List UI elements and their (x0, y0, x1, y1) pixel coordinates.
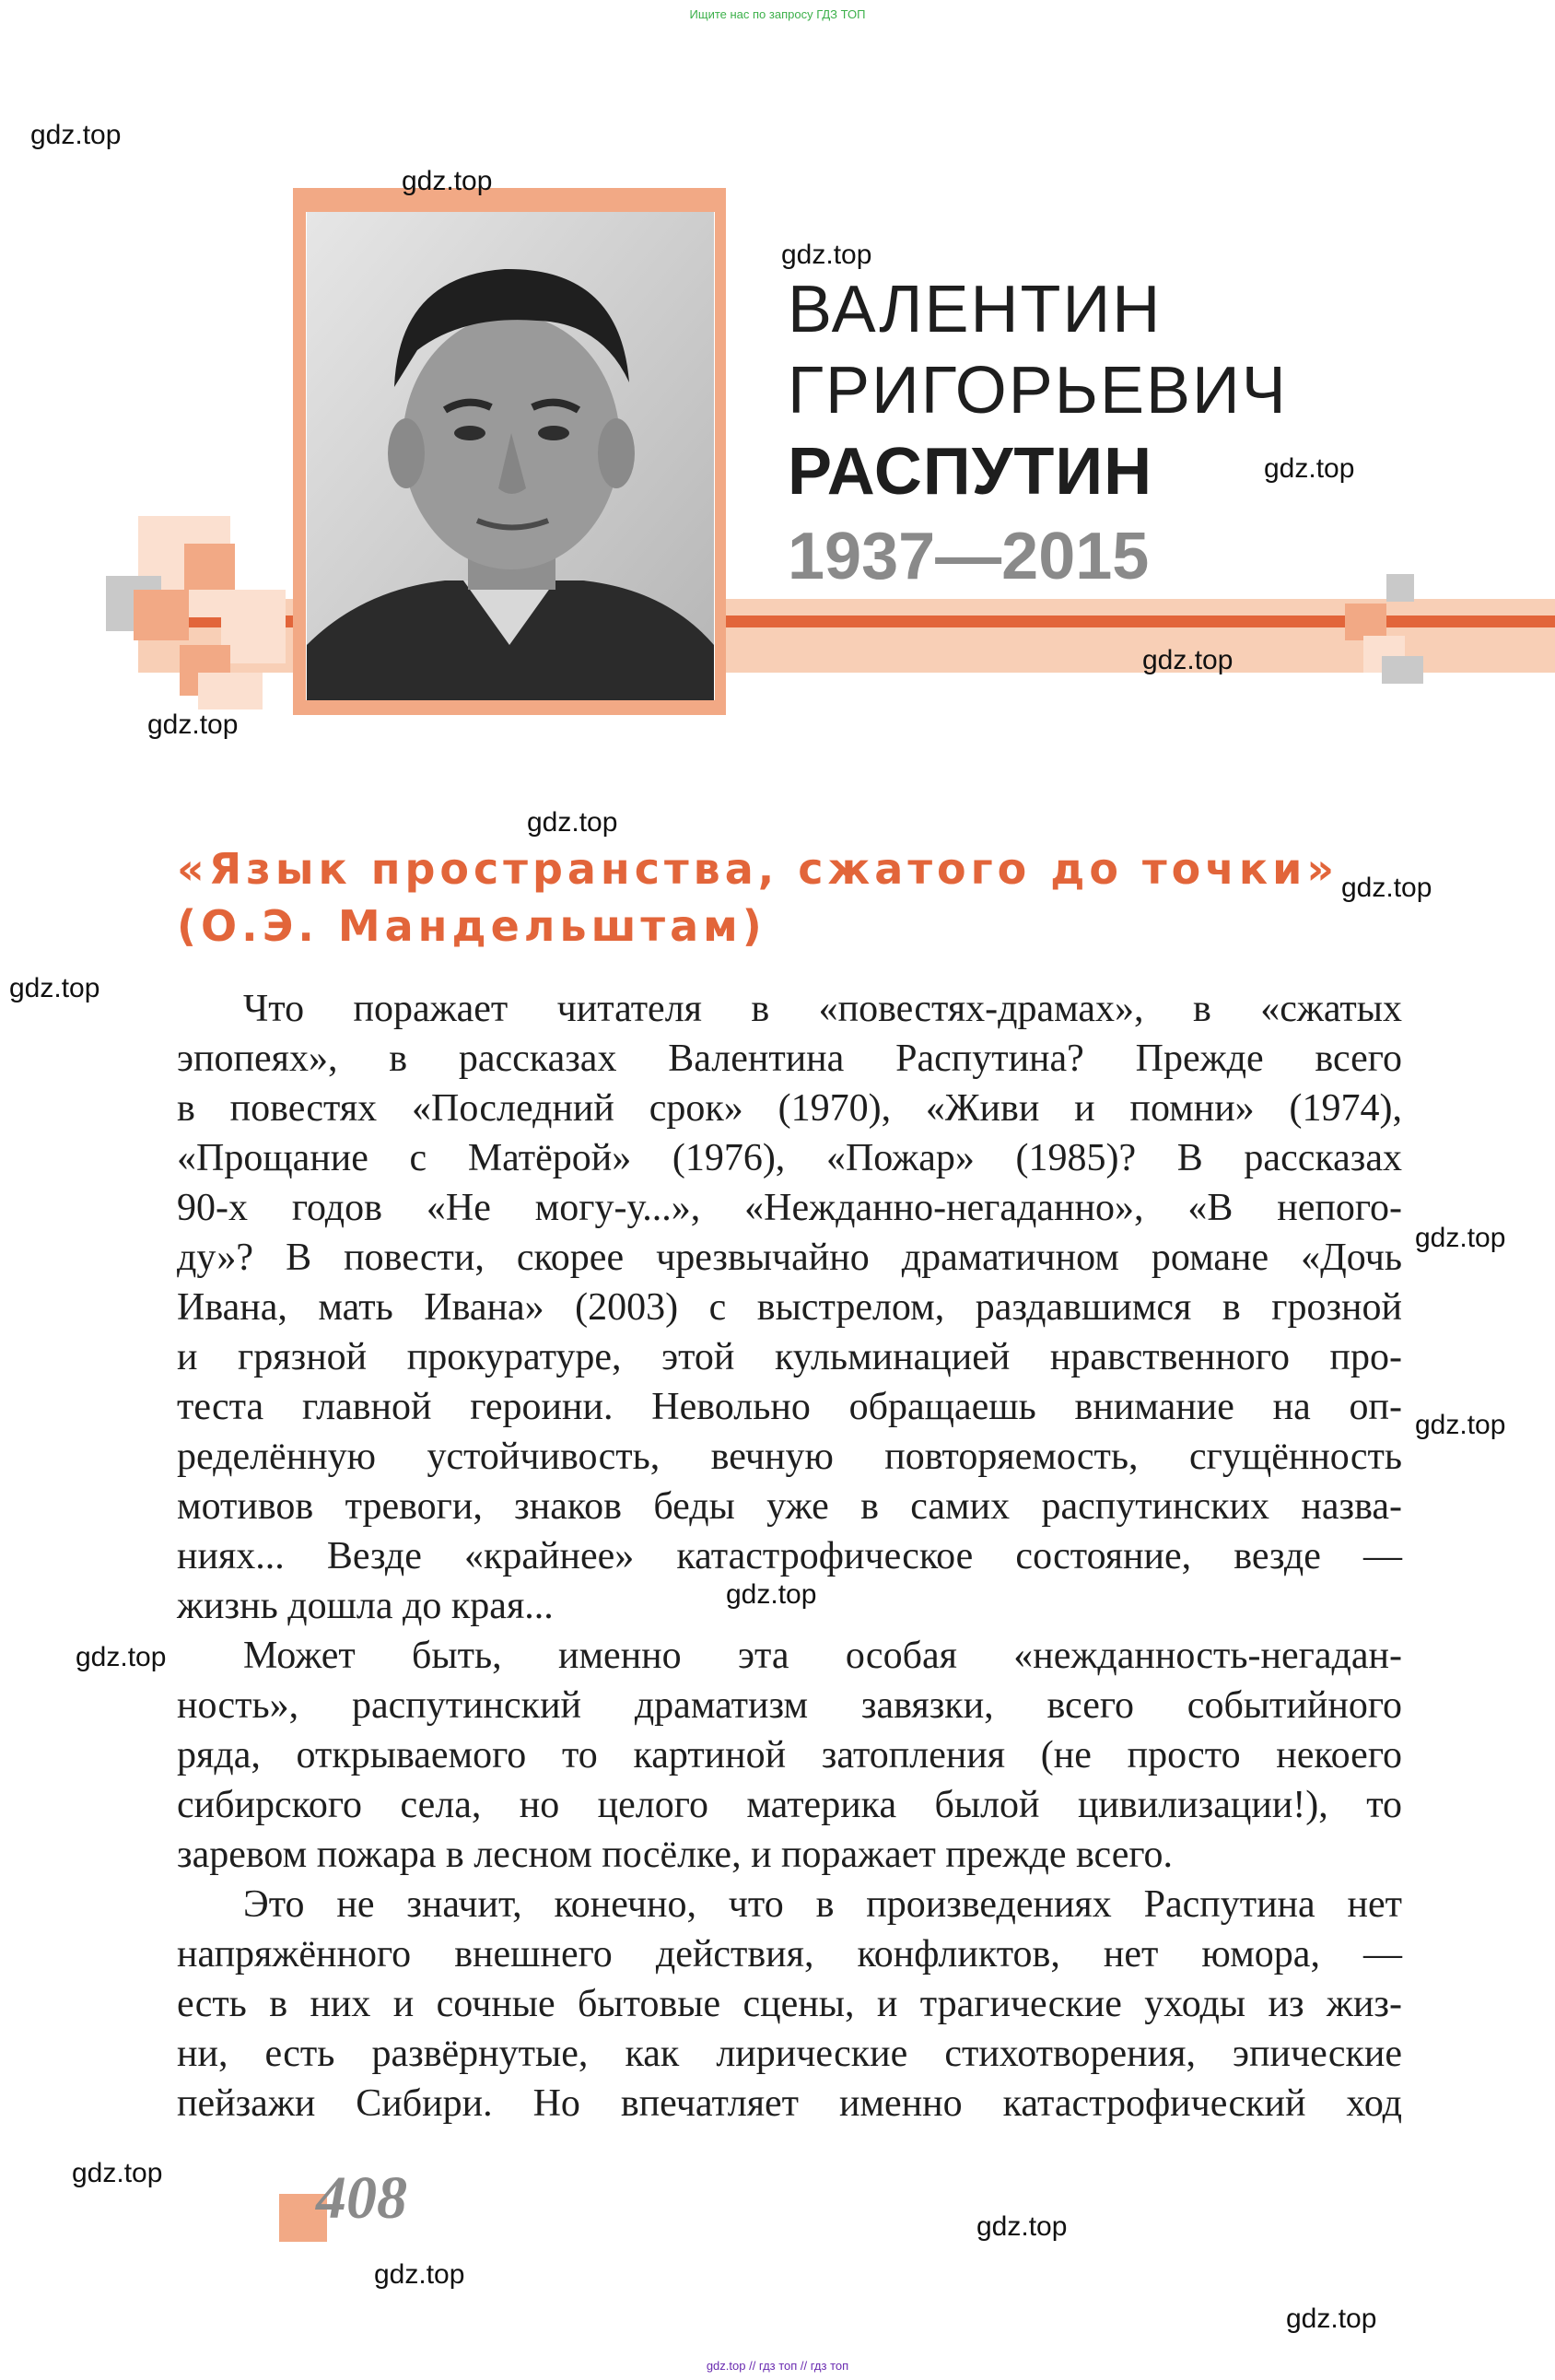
text-line: ряда, открываемого то картиной затопления (не просто некоего (177, 1734, 1402, 1776)
text-line: есть в них и сочные бытовые сцены, и трагические уходы из жиз- (177, 1983, 1402, 2025)
decor-square (1386, 574, 1414, 602)
text-line: заревом пожара в лесном посёлке, и поражает прежде всего. (177, 1834, 1174, 1876)
decor-square (1345, 604, 1386, 640)
text-line: эпопеях», в рассказах Валентина Распутина? Прежде всего (177, 1038, 1402, 1080)
text-line: ределённую устойчивость, вечную повторяемость, сгущённость (177, 1436, 1402, 1478)
watermark-text: gdz.top (1264, 453, 1355, 484)
watermark-text: gdz.top (1415, 1223, 1506, 1253)
text-line: напряжённого внешнего действия, конфликтов, нет юмора, — (177, 1933, 1402, 1976)
author-portrait (307, 212, 714, 700)
watermark-text: gdz.top (726, 1579, 817, 1610)
watermark-text: gdz.top (402, 166, 493, 196)
text-line: Что поражает читателя в «повестях-драмах», в «сжатых (243, 988, 1402, 1030)
watermark-text: gdz.top (1286, 2304, 1377, 2334)
decor-square (134, 590, 189, 640)
text-line: Ивана, мать Ивана» (2003) с выстрелом, раздавшимся в грозной (177, 1286, 1402, 1329)
text-line: мотивов тревоги, знаков беды уже в самих распутинских назва- (177, 1485, 1402, 1528)
watermark-text: gdz.top (30, 120, 122, 150)
top-site-notice: Ищите нас по запросу ГДЗ ТОП (689, 7, 866, 21)
author-surname: РАСПУТИН (788, 435, 1153, 509)
author-years: 1937—2015 (788, 520, 1150, 593)
text-line: ду»? В повести, скорее чрезвычайно драматичном романе «Дочь (177, 1237, 1402, 1279)
text-line: Это не значит, конечно, что в произведениях Распутина нет (243, 1883, 1402, 1926)
watermark-text: gdz.top (1341, 873, 1432, 903)
text-line: ниях... Везде «крайнее» катастрофическое состояние, везде — (177, 1535, 1402, 1577)
watermark-text: gdz.top (527, 807, 618, 838)
watermark-text: gdz.top (1142, 645, 1233, 675)
text-line: 90-х годов «Не могу-у...», «Нежданно-негаданно», «В непого- (177, 1187, 1402, 1229)
watermark-text: gdz.top (781, 240, 872, 270)
author-first-name: ВАЛЕНТИН (788, 273, 1163, 346)
watermark-text: gdz.top (147, 709, 239, 740)
section-heading-line-1: «Язык пространства, сжатого до точки» (177, 844, 1339, 894)
bottom-site-notice: gdz.top // гдз топ // гдз топ (706, 2359, 849, 2373)
section-heading-line-2: (О.Э. Мандельштам) (177, 901, 766, 951)
page-number: 408 (316, 2164, 407, 2232)
text-line: и грязной прокуратуре, этой кульминацией нравственного про- (177, 1336, 1402, 1378)
text-line: в повестях «Последний срок» (1970), «Живи и помни» (1974), (177, 1087, 1402, 1130)
watermark-text: gdz.top (76, 1642, 167, 1672)
watermark-text: gdz.top (374, 2259, 465, 2290)
text-line: «Прощание с Матёрой» (1976), «Пожар» (1985)? В рассказах (177, 1137, 1402, 1179)
watermark-text: gdz.top (9, 973, 100, 1003)
text-line: ни, есть развёрнутые, как лирические стихотворения, эпические (177, 2033, 1402, 2075)
text-line: жизнь дошла до края... (177, 1585, 554, 1627)
decor-square (198, 673, 263, 709)
watermark-text: gdz.top (976, 2211, 1068, 2242)
decor-square (1382, 656, 1423, 684)
section-heading (177, 840, 1374, 955)
text-line: сибирского села, но целого материка былой цивилизации!), то (177, 1784, 1402, 1826)
text-line: ность», распутинский драматизм завязки, всего событийного (177, 1684, 1402, 1727)
decor-square (184, 544, 235, 590)
text-line: Может быть, именно эта особая «нежданность-негадан- (243, 1635, 1402, 1677)
text-line: пейзажи Сибири. Но впечатляет именно катастрофический ход (177, 2082, 1402, 2125)
watermark-text: gdz.top (72, 2158, 163, 2188)
author-patronymic: ГРИГОРЬЕВИЧ (788, 354, 1288, 428)
decor-square (221, 590, 286, 663)
watermark-text: gdz.top (1415, 1410, 1506, 1440)
text-line: теста главной героини. Невольно обращаешь внимание на оп- (177, 1386, 1402, 1428)
